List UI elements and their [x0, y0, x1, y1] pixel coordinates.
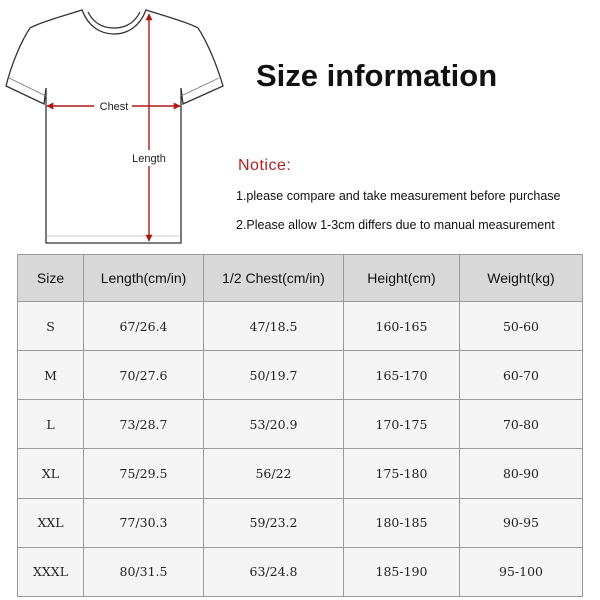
height-cell: 170-175 — [344, 400, 460, 449]
length-cell: 80/31.5 — [84, 547, 204, 596]
chest-cell: 47/18.5 — [204, 302, 344, 351]
size-cell: XXXL — [18, 547, 84, 596]
weight-cell: 50-60 — [460, 302, 583, 351]
size-cell: L — [18, 400, 84, 449]
table-row — [18, 498, 583, 547]
size-cell: XL — [18, 449, 84, 498]
chest-label: Chest — [99, 101, 129, 113]
chest-cell: 56/22 — [204, 449, 344, 498]
table-row — [18, 400, 583, 449]
size-cell: XXL — [18, 498, 84, 547]
length-label: Length — [132, 153, 166, 165]
length-cell: 70/27.6 — [84, 351, 204, 400]
chest-cell: 63/24.8 — [204, 547, 344, 596]
weight-cell: 90-95 — [460, 498, 583, 547]
weight-cell: 60-70 — [460, 351, 583, 400]
size-table — [17, 254, 583, 597]
header-section — [0, 0, 600, 250]
column-header-weight: Weight(kg) — [460, 255, 583, 302]
height-cell: 175-180 — [344, 449, 460, 498]
notice-title: Notice: — [238, 157, 292, 174]
size-cell: M — [18, 351, 84, 400]
table-row — [18, 302, 583, 351]
notice-line-1: 1.please compare and take measurement before purchase — [236, 189, 561, 203]
size-cell: S — [18, 302, 84, 351]
height-cell: 165-170 — [344, 351, 460, 400]
page-title: Size information — [256, 58, 498, 93]
table-header-row — [18, 255, 583, 302]
tshirt-diagram — [0, 0, 230, 250]
chest-cell: 53/20.9 — [204, 400, 344, 449]
table-row — [18, 351, 583, 400]
height-cell: 160-165 — [344, 302, 460, 351]
length-cell: 77/30.3 — [84, 498, 204, 547]
table-row — [18, 547, 583, 596]
weight-cell: 95-100 — [460, 547, 583, 596]
length-cell: 73/28.7 — [84, 400, 204, 449]
column-header-length: Length(cm/in) — [84, 255, 204, 302]
height-cell: 180-185 — [344, 498, 460, 547]
table-row — [18, 449, 583, 498]
column-header-height: Height(cm) — [344, 255, 460, 302]
notice-line-2: 2.Please allow 1-3cm differs due to manual measurement — [236, 218, 555, 232]
weight-cell: 80-90 — [460, 449, 583, 498]
height-cell: 185-190 — [344, 547, 460, 596]
weight-cell: 70-80 — [460, 400, 583, 449]
chest-cell: 59/23.2 — [204, 498, 344, 547]
tshirt-outline-icon — [6, 10, 223, 243]
column-header-size: Size — [18, 255, 84, 302]
length-cell: 67/26.4 — [84, 302, 204, 351]
column-header-half-chest: 1/2 Chest(cm/in) — [204, 255, 344, 302]
length-cell: 75/29.5 — [84, 449, 204, 498]
chest-cell: 50/19.7 — [204, 351, 344, 400]
